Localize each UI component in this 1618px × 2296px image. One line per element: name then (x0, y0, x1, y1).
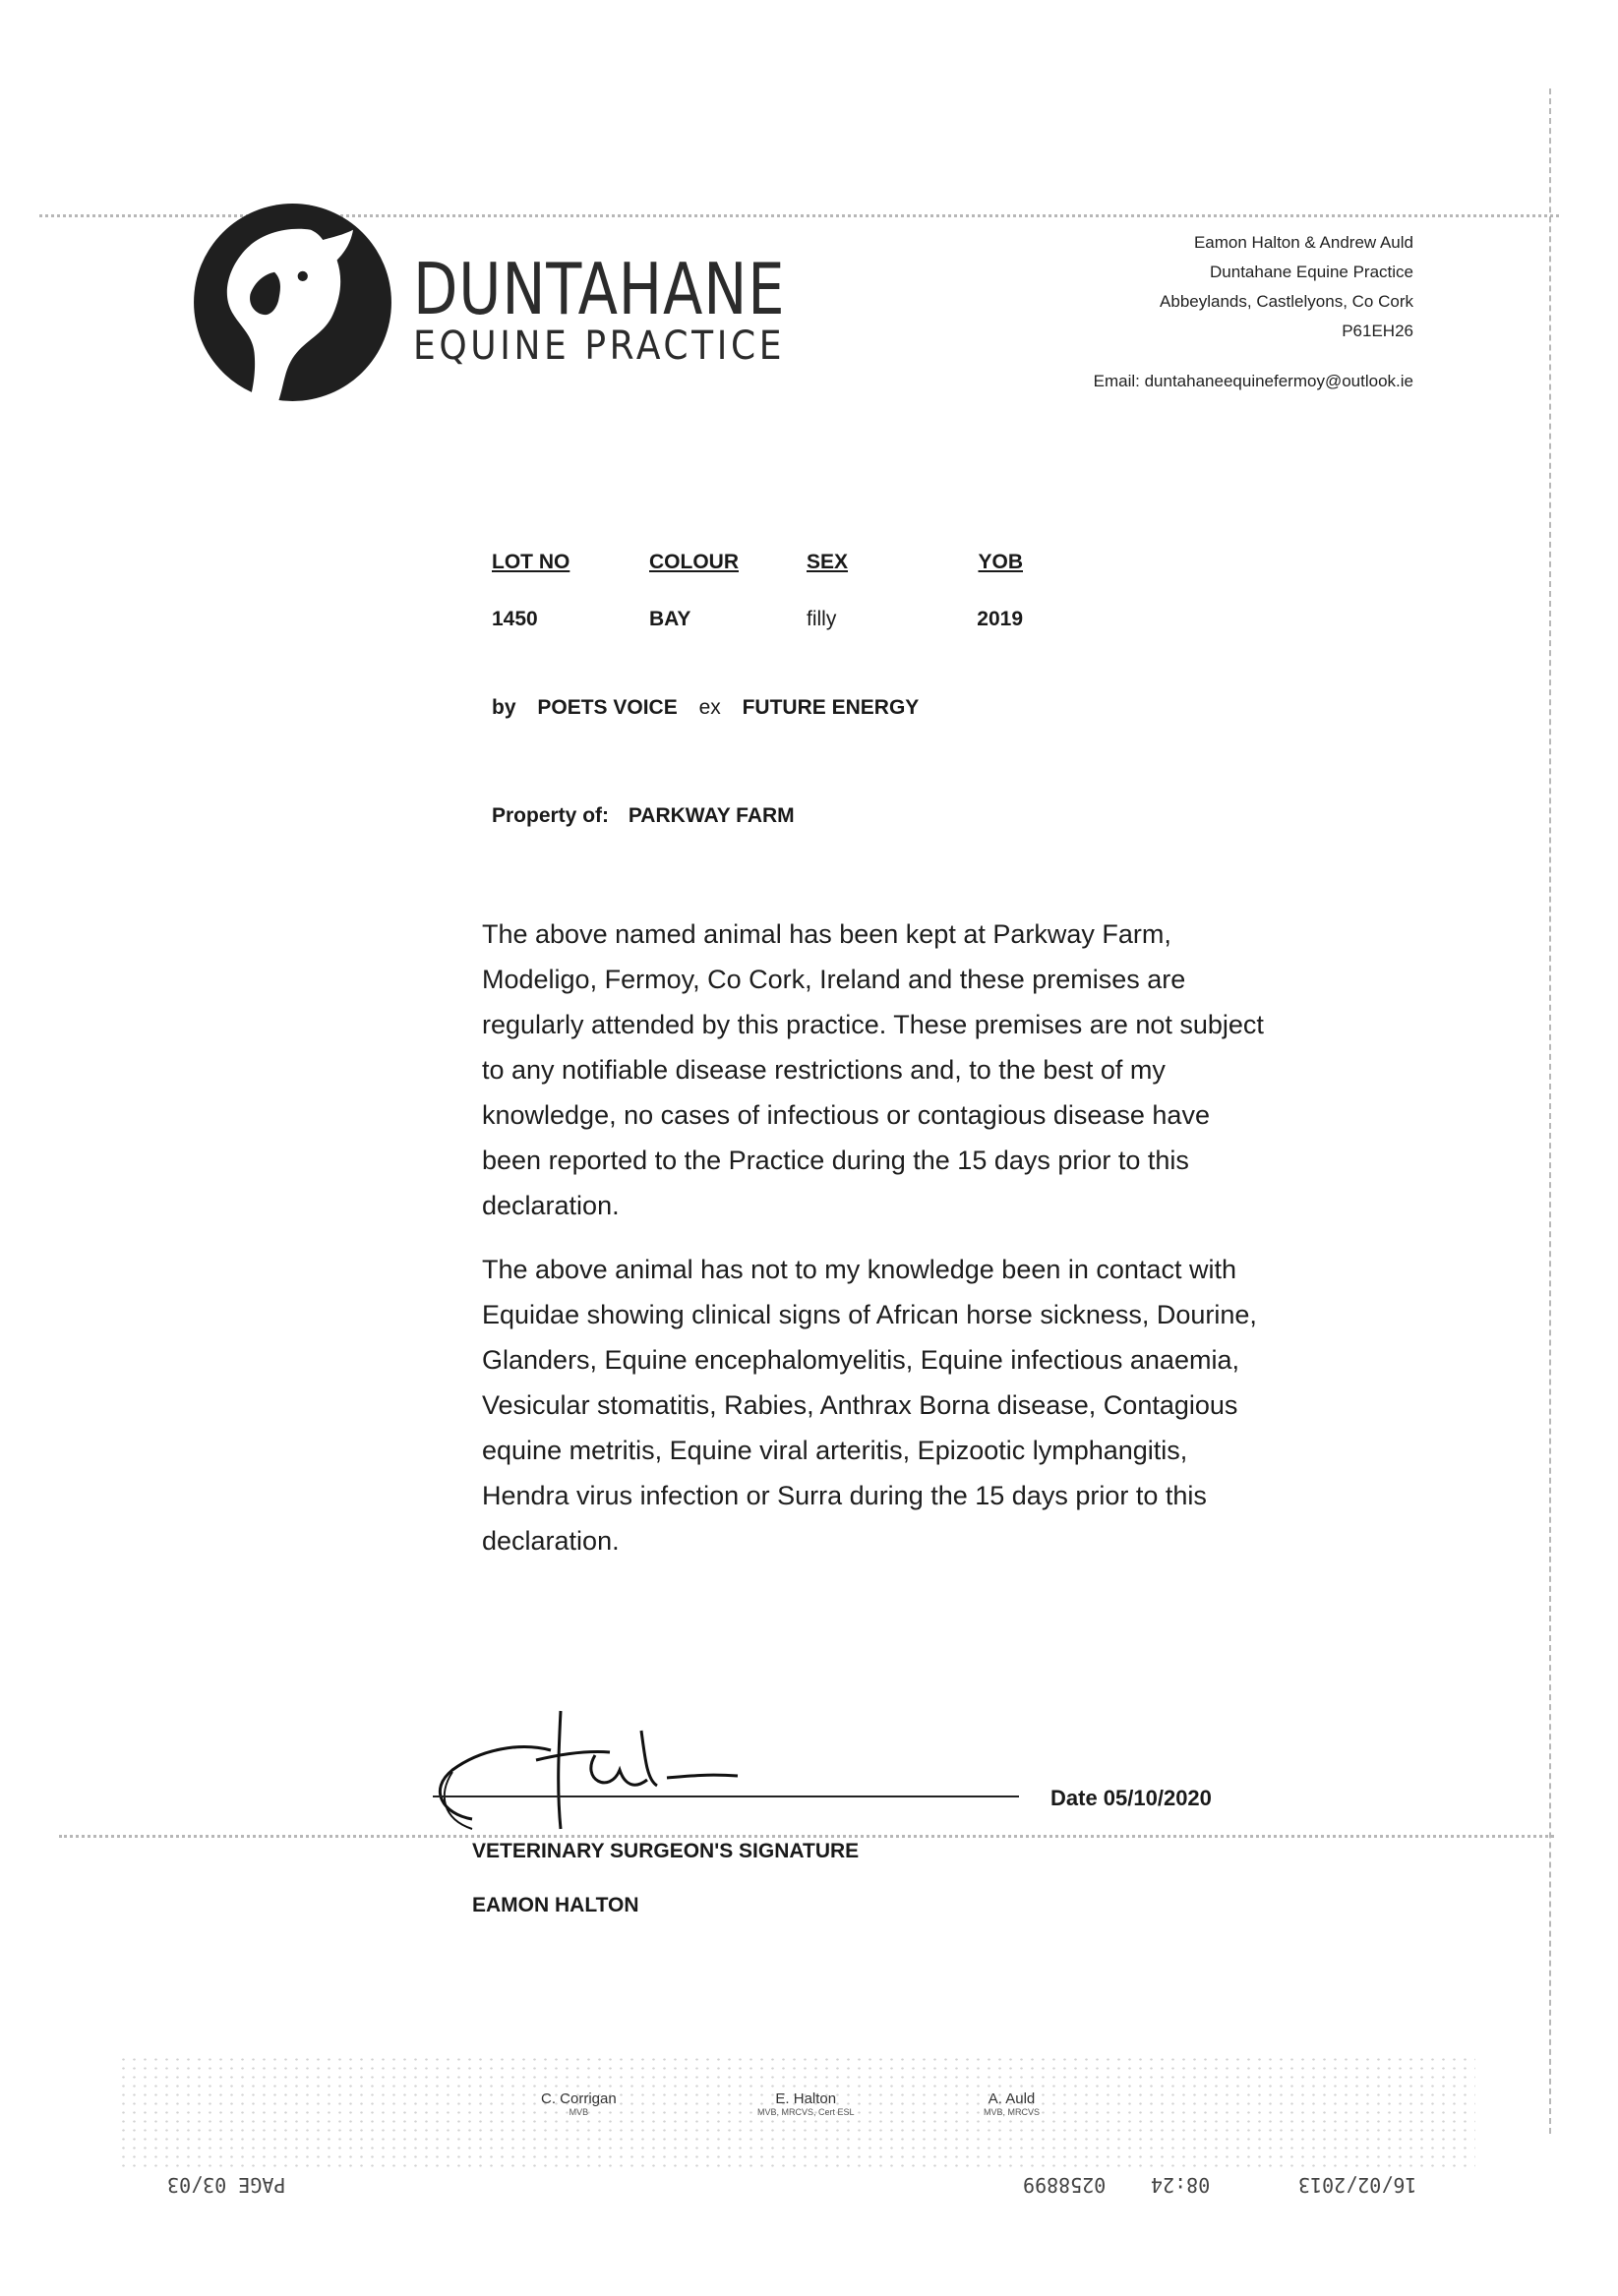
signature-line (433, 1796, 1019, 1797)
brand-subtitle: EQUINE PRACTICE (413, 324, 786, 369)
sex-value: filly (807, 608, 837, 630)
footer-vet-auld (984, 2090, 1040, 2117)
footer-vet-name: E. Halton (775, 2090, 837, 2107)
footer-vet-name: C. Corrigan (541, 2090, 617, 2107)
ex-label: ex (698, 696, 721, 719)
pedigree-line (492, 696, 934, 720)
footer-vet-quals: MVB, MRCVS (984, 2107, 1041, 2117)
fax-page-number: PAGE 03/03 (167, 2173, 286, 2197)
scan-artifact-bottom (59, 1835, 1554, 1838)
yob-value: 2019 (977, 608, 1023, 630)
horse-logo-icon (192, 202, 393, 403)
address-line: P61EH26 (1342, 322, 1413, 340)
handwritten-signature (413, 1691, 767, 1858)
footer-vet-quals: MVB (569, 2107, 589, 2117)
address-line: Duntahane Equine Practice (1210, 263, 1413, 281)
declaration-date: Date 05/10/2020 (1050, 1786, 1212, 1810)
footer-vet-corrigan (541, 2090, 617, 2117)
colour-value: BAY (649, 608, 691, 630)
address-line: Abbeylands, Castlelyons, Co Cork (1160, 292, 1413, 311)
fax-number: 0258899 (1023, 2173, 1107, 2197)
header-colour: COLOUR (649, 551, 739, 573)
dam-name: FUTURE ENERGY (742, 696, 920, 719)
header-lot-no: LOT NO (492, 551, 570, 573)
practice-address (1160, 228, 1413, 346)
footer-vet-name: A. Auld (988, 2090, 1036, 2107)
lot-no-value: 1450 (492, 608, 538, 630)
declaration-paragraph-2: The above animal has not to my knowledge been in contact with Equidae showing clinical signs of African horse sickness, Dourine, Glanders, Equine encephalomyelitis, Equine infectious anaemia, Vesicular stomatitis, Rabies, Anthrax Borna disease, Contagious equine metritis, Equine viral arteritis, Epizootic lymphangitis, Hendra virus infection or Surra during the 15 days prior to this declaration. (482, 1255, 1257, 1556)
property-label: Property of: (492, 804, 610, 827)
vet-name: EAMON HALTON (472, 1894, 639, 1916)
fax-time: 08:24 (1151, 2173, 1211, 2197)
address-line: Eamon Halton & Andrew Auld (1193, 233, 1413, 252)
scan-artifact-edge (1549, 88, 1551, 2134)
footer-vet-quals: MVB, MRCVS, Cert ESL (757, 2107, 855, 2117)
header-sex: SEX (807, 551, 849, 573)
animal-details-table (492, 534, 1023, 648)
fax-date: 16/02/2013 (1298, 2173, 1417, 2197)
by-label: by (492, 696, 516, 719)
footer-vet-halton (757, 2090, 855, 2117)
header-yob: YOB (978, 551, 1023, 573)
sire-name: POETS VOICE (537, 696, 678, 719)
signature-title: VETERINARY SURGEON'S SIGNATURE (472, 1840, 860, 1862)
table-header-row (492, 534, 1023, 591)
declaration-paragraph-1: The above named animal has been kept at Parkway Farm, Modeligo, Fermoy, Co Cork, Ireland and these premises are regularly attended by this practice. These premises are not subject to any notifiable disease restrictions and, to the best of my knowledge, no cases of infectious or contagious disease have been reported to the Practice during the 15 days prior to this declaration. (482, 919, 1264, 1220)
property-line (492, 804, 795, 828)
property-value: PARKWAY FARM (628, 804, 795, 827)
table-row (492, 591, 1023, 648)
brand-name: DUNTAHANE (413, 248, 786, 330)
practice-email: Email: duntahaneequinefermoy@outlook.ie (1093, 372, 1413, 390)
